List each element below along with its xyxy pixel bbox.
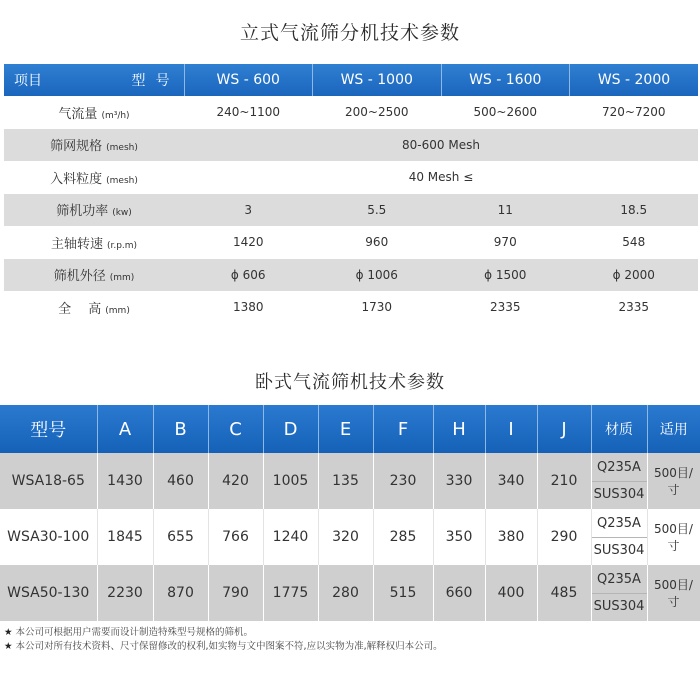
- model-cell: WSA30-100: [0, 509, 97, 565]
- footnotes: [4, 626, 443, 654]
- param-label: 筛机外径: [53, 269, 106, 285]
- param-name: [4, 96, 184, 129]
- param-name: [4, 194, 184, 227]
- table-cell: 460: [153, 453, 208, 509]
- table-cell: 870: [153, 565, 208, 621]
- material-option: SUS304: [593, 542, 645, 558]
- param-name: [4, 259, 184, 292]
- table-cell: 200~2500: [313, 96, 442, 129]
- table-cell: 18.5: [570, 194, 699, 227]
- table-cell: 420: [208, 453, 263, 509]
- footnote-text: 本公司对所有技术资料、尺寸保留修改的权利,如实物与文中图案不符,应以实物为准,解释权归本公司。: [15, 641, 443, 652]
- param-label: 筛机功率: [56, 204, 109, 220]
- table-cell: 2335: [441, 291, 570, 324]
- material-option: Q235A: [592, 455, 647, 482]
- table-cell: 1005: [263, 453, 318, 509]
- table-cell: 548: [570, 226, 699, 259]
- table-cell: 400: [485, 565, 537, 621]
- table-cell: 230: [373, 453, 433, 509]
- param-unit: (m³/h): [101, 110, 130, 121]
- table-cell: 655: [153, 509, 208, 565]
- header-cell: I: [485, 405, 537, 453]
- header-model: WS - 600: [184, 64, 313, 96]
- header-model: WS - 1000: [313, 64, 442, 96]
- table-row: [4, 226, 698, 259]
- table-cell: 485: [537, 565, 591, 621]
- table-cell: 1430: [97, 453, 153, 509]
- material-option: SUS304: [593, 598, 645, 614]
- table-cell: 5.5: [313, 194, 442, 227]
- footnote-text: 本公司可根据用户需要而设计制造特殊型号规格的筛机。: [15, 627, 254, 638]
- header-item-label: 项目: [14, 73, 42, 89]
- table-cell: ϕ 1006: [313, 259, 442, 292]
- header-model: WS - 1600: [441, 64, 570, 96]
- param-label: 全 高: [58, 301, 102, 317]
- horizontal-header-row: [0, 405, 700, 453]
- param-label: 入料粒度: [50, 171, 103, 187]
- table-cell: 1240: [263, 509, 318, 565]
- use-cell: 500目/寸: [647, 565, 700, 621]
- material-option: SUS304: [593, 486, 645, 502]
- param-unit: (mesh): [106, 175, 138, 186]
- param-name: [4, 226, 184, 259]
- table-cell: 1380: [184, 291, 313, 324]
- param-unit: (r.p.m): [106, 240, 138, 251]
- footnote: [4, 626, 443, 640]
- table-row: [0, 509, 700, 565]
- table-cell-span: 40 Mesh ≤: [184, 161, 698, 194]
- header-cell: B: [153, 405, 208, 453]
- model-cell: WSA18-65: [0, 453, 97, 509]
- table-cell: 2230: [97, 565, 153, 621]
- table-row: [4, 259, 698, 292]
- header-cell: E: [318, 405, 373, 453]
- table-cell: ϕ 2000: [570, 259, 699, 292]
- table-cell: 240~1100: [184, 96, 313, 129]
- table-cell: 350: [433, 509, 485, 565]
- param-label: 筛网规格: [50, 139, 103, 155]
- use-cell: 500目/寸: [647, 509, 700, 565]
- header-model-label: 型号: [131, 73, 180, 89]
- table-cell: 290: [537, 509, 591, 565]
- table-cell: 135: [318, 453, 373, 509]
- material-option: Q235A: [592, 511, 647, 538]
- table-row: [4, 291, 698, 324]
- param-unit: (mm): [109, 273, 135, 284]
- table-row: [4, 96, 698, 129]
- table-cell: 960: [313, 226, 442, 259]
- star-icon: ★: [4, 641, 13, 652]
- table-cell: 380: [485, 509, 537, 565]
- vertical-header-row: [4, 64, 698, 96]
- table-cell: 766: [208, 509, 263, 565]
- header-cell: C: [208, 405, 263, 453]
- header-cell: 适用: [647, 405, 700, 453]
- footnote: [4, 640, 443, 654]
- header-cell: F: [373, 405, 433, 453]
- table-row: [0, 565, 700, 621]
- horizontal-spec-table: [0, 405, 700, 621]
- param-name: [4, 161, 184, 194]
- vertical-spec-table: [4, 64, 698, 324]
- param-label: 气流量: [58, 106, 98, 122]
- table-cell: 320: [318, 509, 373, 565]
- material-cell: [591, 509, 647, 565]
- table-cell: 720~7200: [570, 96, 699, 129]
- table-cell: 2335: [570, 291, 699, 324]
- table-cell: 660: [433, 565, 485, 621]
- horizontal-table-title: 卧式气流筛机技术参数: [255, 372, 445, 393]
- table-cell: ϕ 1500: [441, 259, 570, 292]
- table-cell: 3: [184, 194, 313, 227]
- model-cell: WSA50-130: [0, 565, 97, 621]
- param-name: [4, 291, 184, 324]
- table-cell: 11: [441, 194, 570, 227]
- param-label: 主轴转速: [50, 236, 103, 252]
- table-row: [4, 161, 698, 194]
- param-name: [4, 129, 184, 162]
- material-option: Q235A: [592, 567, 647, 594]
- table-row: [4, 194, 698, 227]
- table-cell: ϕ 606: [184, 259, 313, 292]
- table-cell: 1730: [313, 291, 442, 324]
- header-cell: J: [537, 405, 591, 453]
- table-cell: 210: [537, 453, 591, 509]
- param-unit: (mm): [105, 305, 130, 316]
- vertical-table-title: 立式气流筛分机技术参数: [239, 22, 460, 44]
- table-row: [0, 453, 700, 509]
- star-icon: ★: [4, 627, 13, 638]
- table-cell: 1775: [263, 565, 318, 621]
- material-cell: [591, 453, 647, 509]
- header-cell: D: [263, 405, 318, 453]
- table-cell: 1420: [184, 226, 313, 259]
- param-unit: (mesh): [106, 143, 138, 154]
- table-cell: 515: [373, 565, 433, 621]
- header-cell: 材质: [591, 405, 647, 453]
- header-cell: 型号: [0, 405, 97, 453]
- table-cell: 500~2600: [441, 96, 570, 129]
- table-row: [4, 129, 698, 162]
- header-model: WS - 2000: [570, 64, 699, 96]
- table-cell: 790: [208, 565, 263, 621]
- material-cell: [591, 565, 647, 621]
- param-unit: (kw): [112, 208, 132, 219]
- table-cell: 1845: [97, 509, 153, 565]
- table-cell: 970: [441, 226, 570, 259]
- table-cell: 330: [433, 453, 485, 509]
- header-cell: H: [433, 405, 485, 453]
- table-cell-span: 80-600 Mesh: [184, 129, 698, 162]
- header-item-model: [4, 64, 184, 96]
- table-cell: 285: [373, 509, 433, 565]
- header-cell: A: [97, 405, 153, 453]
- table-cell: 280: [318, 565, 373, 621]
- table-cell: 340: [485, 453, 537, 509]
- use-cell: 500目/寸: [647, 453, 700, 509]
